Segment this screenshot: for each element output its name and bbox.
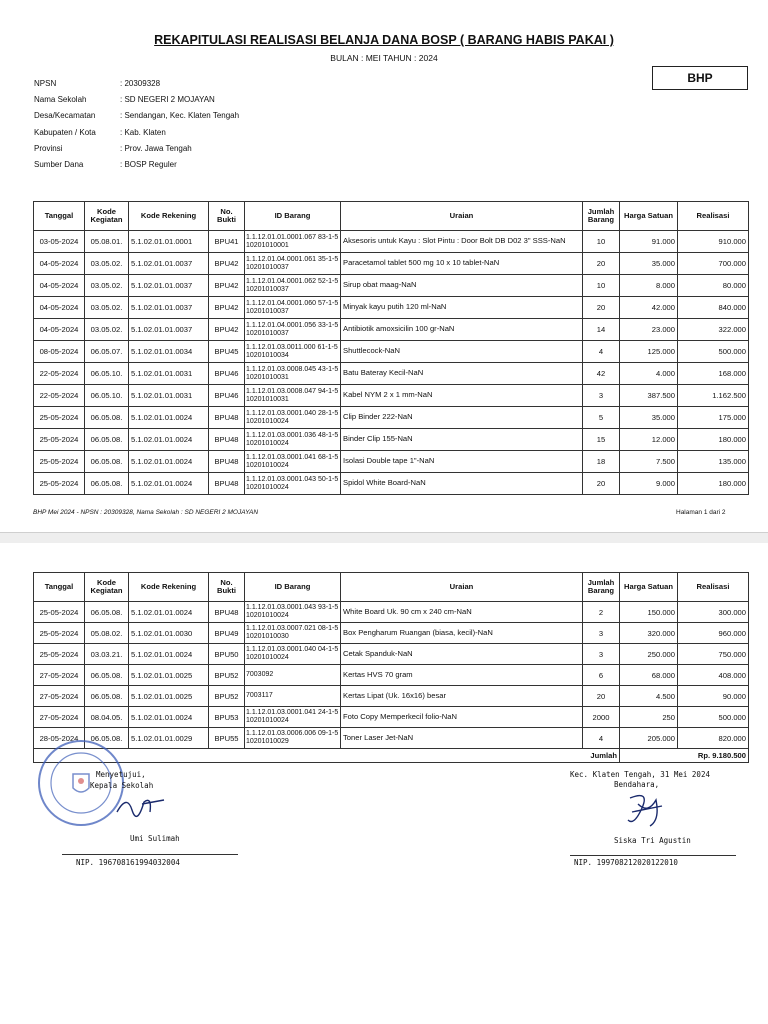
cell-date: 03-05-2024	[34, 231, 85, 253]
cell-unit-price: 7.500	[620, 451, 678, 473]
cell-item-id: 1.1.12.01.03.0007.021 08-1-510201010030	[245, 623, 341, 644]
table-row	[34, 429, 749, 451]
cell-item-id: 1.1.12.01.03.0001.043 93-1-510201010024	[245, 602, 341, 623]
col-header-activity-code: Kode Kegiatan	[85, 202, 129, 231]
col-header-account-code: Kode Rekening	[129, 202, 209, 231]
col-header-description: Uraian	[341, 573, 583, 602]
cell-item-id: 1.1.12.01.04.0001.056 33-1-510201010037	[245, 319, 341, 341]
col-header-date: Tanggal	[34, 202, 85, 231]
table-row	[34, 602, 749, 623]
cell-unit-price: 125.000	[620, 341, 678, 363]
cell-receipt-no: BPU50	[209, 644, 245, 665]
cell-activity-code: 05.08.02.	[85, 623, 129, 644]
cell-description: Kabel NYM 2 x 1 mm-NaN	[341, 385, 583, 407]
cell-receipt-no: BPU42	[209, 253, 245, 275]
col-header-account-code: Kode Rekening	[129, 573, 209, 602]
cell-account-code: 5.1.02.01.01.0024	[129, 707, 209, 728]
info-value: : 20309328	[120, 78, 161, 88]
cell-item-id: 1.1.12.01.03.0008.045 43-1-510201010031	[245, 363, 341, 385]
cell-description: Minyak kayu putih 120 ml-NaN	[341, 297, 583, 319]
cell-description: Cetak Spanduk-NaN	[341, 644, 583, 665]
cell-item-id: 1.1.12.01.04.0001.062 52-1-510201010037	[245, 275, 341, 297]
cell-receipt-no: BPU52	[209, 686, 245, 707]
cell-quantity: 20	[583, 473, 620, 495]
cell-receipt-no: BPU42	[209, 319, 245, 341]
col-header-item-id: ID Barang	[245, 202, 341, 231]
cell-item-id: 1.1.12.01.01.0001.067 83-1-510201010001	[245, 231, 341, 253]
col-header-unit-price: Harga Satuan	[620, 202, 678, 231]
col-header-unit-price: Harga Satuan	[620, 573, 678, 602]
table-row	[34, 665, 749, 686]
cell-date: 25-05-2024	[34, 451, 85, 473]
cell-description: Kertas HVS 70 gram	[341, 665, 583, 686]
headmaster-title: Kepala Sekolah	[90, 781, 154, 790]
cell-realization: 750.000	[678, 644, 749, 665]
cell-account-code: 5.1.02.01.01.0024	[129, 429, 209, 451]
info-value: : SD NEGERI 2 MOJAYAN	[120, 94, 215, 104]
page-number: Halaman 1 dari 2	[676, 509, 726, 516]
cell-unit-price: 387.500	[620, 385, 678, 407]
table-row	[34, 385, 749, 407]
cell-activity-code: 06.05.08.	[85, 602, 129, 623]
cell-activity-code: 06.05.10.	[85, 363, 129, 385]
cell-quantity: 2000	[583, 707, 620, 728]
cell-account-code: 5.1.02.01.01.0024	[129, 473, 209, 495]
cell-account-code: 5.1.02.01.01.0025	[129, 686, 209, 707]
cell-description: Toner Laser Jet-NaN	[341, 728, 583, 749]
col-header-date: Tanggal	[34, 573, 85, 602]
cell-realization: 840.000	[678, 297, 749, 319]
total-value: Rp. 9.180.500	[620, 749, 749, 763]
cell-realization: 135.000	[678, 451, 749, 473]
cell-date: 08-05-2024	[34, 341, 85, 363]
cell-realization: 700.000	[678, 253, 749, 275]
cell-activity-code: 06.05.08.	[85, 451, 129, 473]
cell-item-id: 1.1.12.01.04.0001.061 35-1-510201010037	[245, 253, 341, 275]
cell-quantity: 14	[583, 319, 620, 341]
cell-activity-code: 06.05.08.	[85, 728, 129, 749]
cell-activity-code: 06.05.07.	[85, 341, 129, 363]
cell-unit-price: 68.000	[620, 665, 678, 686]
cell-unit-price: 205.000	[620, 728, 678, 749]
table-row	[34, 451, 749, 473]
cell-date: 25-05-2024	[34, 407, 85, 429]
cell-date: 22-05-2024	[34, 385, 85, 407]
cell-quantity: 42	[583, 363, 620, 385]
cell-item-id: 1.1.12.01.03.0001.041 24-1-510201010024	[245, 707, 341, 728]
cell-receipt-no: BPU46	[209, 385, 245, 407]
table-row	[34, 707, 749, 728]
table-row	[34, 231, 749, 253]
info-label: Sumber Dana	[34, 160, 84, 170]
cell-receipt-no: BPU48	[209, 407, 245, 429]
expense-table-page1	[33, 201, 749, 495]
cell-description: Isolasi Double tape 1"-NaN	[341, 451, 583, 473]
treasurer-nip: NIP. 199708212020122010	[574, 858, 678, 867]
document-subtitle: BULAN : MEI TAHUN : 2024	[330, 53, 438, 63]
cell-quantity: 4	[583, 728, 620, 749]
cell-activity-code: 06.05.08.	[85, 429, 129, 451]
cell-realization: 820.000	[678, 728, 749, 749]
cell-account-code: 5.1.02.01.01.0031	[129, 385, 209, 407]
table-row	[34, 341, 749, 363]
treasurer-name: Siska Tri Agustin	[614, 836, 691, 845]
cell-date: 04-05-2024	[34, 319, 85, 341]
col-header-description: Uraian	[341, 202, 583, 231]
cell-receipt-no: BPU46	[209, 363, 245, 385]
headmaster-signature	[112, 792, 167, 820]
cell-description: Clip Binder 222-NaN	[341, 407, 583, 429]
col-header-realization: Realisasi	[678, 202, 749, 231]
cell-realization: 500.000	[678, 707, 749, 728]
cell-unit-price: 35.000	[620, 407, 678, 429]
col-header-quantity: Jumlah Barang	[583, 202, 620, 231]
cell-receipt-no: BPU49	[209, 623, 245, 644]
cell-activity-code: 06.05.08.	[85, 473, 129, 495]
cell-activity-code: 03.05.02.	[85, 253, 129, 275]
col-header-quantity: Jumlah Barang	[583, 573, 620, 602]
cell-quantity: 10	[583, 275, 620, 297]
headmaster-nip: NIP. 196708161994032004	[76, 858, 180, 867]
cell-quantity: 2	[583, 602, 620, 623]
table-row	[34, 275, 749, 297]
cell-description: Kertas Lipat (Uk. 16x16) besar	[341, 686, 583, 707]
cell-quantity: 6	[583, 665, 620, 686]
cell-account-code: 5.1.02.01.01.0037	[129, 275, 209, 297]
headmaster-name: Umi Sulimah	[130, 834, 180, 843]
col-header-item-id: ID Barang	[245, 573, 341, 602]
cell-realization: 168.000	[678, 363, 749, 385]
cell-unit-price: 12.000	[620, 429, 678, 451]
table-row	[34, 473, 749, 495]
cell-realization: 180.000	[678, 429, 749, 451]
cell-unit-price: 91.000	[620, 231, 678, 253]
cell-item-id: 7003117	[245, 686, 341, 707]
cell-account-code: 5.1.02.01.01.0024	[129, 451, 209, 473]
cell-description: Box Pengharum Ruangan (biasa, kecil)-NaN	[341, 623, 583, 644]
cell-account-code: 5.1.02.01.01.0037	[129, 253, 209, 275]
cell-realization: 175.000	[678, 407, 749, 429]
info-label: NPSN	[34, 78, 57, 88]
col-header-receipt-no: No. Bukti	[209, 573, 245, 602]
cell-description: Aksesoris untuk Kayu : Slot Pintu : Door Bolt DB D02 3" SSS-NaN	[341, 231, 583, 253]
col-header-receipt-no: No. Bukti	[209, 202, 245, 231]
footer-note: BHP Mei 2024 - NPSN : 20309328, Nama Sekolah : SD NEGERI 2 MOJAYAN	[33, 509, 259, 516]
cell-account-code: 5.1.02.01.01.0031	[129, 363, 209, 385]
cell-quantity: 15	[583, 429, 620, 451]
cell-unit-price: 35.000	[620, 253, 678, 275]
table-row	[34, 319, 749, 341]
cell-realization: 90.000	[678, 686, 749, 707]
cell-activity-code: 03.03.21.	[85, 644, 129, 665]
cell-activity-code: 06.05.08.	[85, 686, 129, 707]
headmaster-sign-line	[62, 854, 238, 855]
cell-quantity: 3	[583, 385, 620, 407]
treasurer-title: Bendahara,	[614, 780, 660, 789]
cell-date: 25-05-2024	[34, 429, 85, 451]
cell-activity-code: 03.05.02.	[85, 275, 129, 297]
cell-item-id: 1.1.12.01.03.0001.036 48-1-510201010024	[245, 429, 341, 451]
cell-date: 27-05-2024	[34, 707, 85, 728]
info-label: Nama Sekolah	[34, 94, 87, 104]
cell-item-id: 1.1.12.01.03.0008.047 94-1-510201010031	[245, 385, 341, 407]
cell-unit-price: 320.000	[620, 623, 678, 644]
cell-unit-price: 42.000	[620, 297, 678, 319]
info-label: Desa/Kecamatan	[34, 111, 96, 121]
bhp-badge: BHP	[652, 66, 748, 90]
info-label: Kabupaten / Kota	[34, 127, 96, 137]
cell-unit-price: 8.000	[620, 275, 678, 297]
table-row	[34, 686, 749, 707]
cell-quantity: 10	[583, 231, 620, 253]
table-row	[34, 297, 749, 319]
cell-realization: 500.000	[678, 341, 749, 363]
cell-date: 27-05-2024	[34, 686, 85, 707]
cell-quantity: 20	[583, 686, 620, 707]
cell-description: White Board Uk. 90 cm x 240 cm-NaN	[341, 602, 583, 623]
cell-description: Sirup obat maag-NaN	[341, 275, 583, 297]
cell-realization: 80.000	[678, 275, 749, 297]
cell-item-id: 1.1.12.01.03.0001.040 28-1-510201010024	[245, 407, 341, 429]
cell-realization: 910.000	[678, 231, 749, 253]
cell-quantity: 5	[583, 407, 620, 429]
cell-receipt-no: BPU48	[209, 473, 245, 495]
cell-quantity: 3	[583, 644, 620, 665]
table-row	[34, 644, 749, 665]
cell-receipt-no: BPU48	[209, 451, 245, 473]
cell-description: Shuttlecock-NaN	[341, 341, 583, 363]
document-title: REKAPITULASI REALISASI BELANJA DANA BOSP ( BARANG HABIS PAKAI )	[154, 33, 614, 47]
cell-activity-code: 08.04.05.	[85, 707, 129, 728]
cell-date: 04-05-2024	[34, 297, 85, 319]
cell-account-code: 5.1.02.01.01.0030	[129, 623, 209, 644]
cell-date: 25-05-2024	[34, 644, 85, 665]
cell-description: Binder Clip 155-NaN	[341, 429, 583, 451]
cell-date: 22-05-2024	[34, 363, 85, 385]
table-row	[34, 623, 749, 644]
cell-receipt-no: BPU48	[209, 602, 245, 623]
info-value: : BOSP Reguler	[120, 160, 177, 170]
cell-account-code: 5.1.02.01.01.0037	[129, 319, 209, 341]
cell-account-code: 5.1.02.01.01.0024	[129, 602, 209, 623]
cell-receipt-no: BPU48	[209, 429, 245, 451]
cell-item-id: 1.1.12.01.03.0001.041 68-1-510201010024	[245, 451, 341, 473]
cell-description: Foto Copy Memperkecil folio-NaN	[341, 707, 583, 728]
cell-receipt-no: BPU53	[209, 707, 245, 728]
cell-account-code: 5.1.02.01.01.0029	[129, 728, 209, 749]
table-row	[34, 728, 749, 749]
table-row	[34, 363, 749, 385]
cell-account-code: 5.1.02.01.01.0024	[129, 407, 209, 429]
cell-unit-price: 250	[620, 707, 678, 728]
cell-realization: 1.162.500	[678, 385, 749, 407]
approval-label: Menyetujui,	[96, 770, 146, 779]
cell-unit-price: 150.000	[620, 602, 678, 623]
cell-date: 27-05-2024	[34, 665, 85, 686]
cell-account-code: 5.1.02.01.01.0025	[129, 665, 209, 686]
cell-date: 25-05-2024	[34, 473, 85, 495]
cell-date: 25-05-2024	[34, 602, 85, 623]
cell-date: 04-05-2024	[34, 253, 85, 275]
info-value: : Sendangan, Kec. Klaten Tengah	[120, 111, 240, 121]
treasurer-signature	[620, 790, 670, 830]
cell-description: Batu Bateray Kecil-NaN	[341, 363, 583, 385]
cell-date: 28-05-2024	[34, 728, 85, 749]
cell-unit-price: 4.500	[620, 686, 678, 707]
table-row	[34, 407, 749, 429]
info-value: : Kab. Klaten	[120, 127, 166, 137]
cell-quantity: 20	[583, 297, 620, 319]
cell-date: 04-05-2024	[34, 275, 85, 297]
cell-quantity: 4	[583, 341, 620, 363]
col-header-realization: Realisasi	[678, 573, 749, 602]
cell-quantity: 18	[583, 451, 620, 473]
cell-activity-code: 06.05.08.	[85, 665, 129, 686]
cell-description: Spidol White Board-NaN	[341, 473, 583, 495]
cell-account-code: 5.1.02.01.01.0024	[129, 644, 209, 665]
cell-realization: 180.000	[678, 473, 749, 495]
cell-quantity: 20	[583, 253, 620, 275]
cell-date: 25-05-2024	[34, 623, 85, 644]
cell-receipt-no: BPU42	[209, 275, 245, 297]
cell-item-id: 1.1.12.01.03.0006.006 09-1-510201010029	[245, 728, 341, 749]
cell-item-id: 1.1.12.01.03.0001.043 50-1-510201010024	[245, 473, 341, 495]
cell-receipt-no: BPU52	[209, 665, 245, 686]
cell-item-id: 1.1.12.01.04.0001.060 57-1-510201010037	[245, 297, 341, 319]
cell-item-id: 1.1.12.01.03.0001.040 04-1-510201010024	[245, 644, 341, 665]
cell-realization: 322.000	[678, 319, 749, 341]
cell-realization: 960.000	[678, 623, 749, 644]
cell-realization: 408.000	[678, 665, 749, 686]
expense-table-page2	[33, 572, 749, 763]
cell-description: Antibiotik amoxsicilin 100 gr-NaN	[341, 319, 583, 341]
cell-activity-code: 05.08.01.	[85, 231, 129, 253]
cell-activity-code: 06.05.10.	[85, 385, 129, 407]
cell-activity-code: 06.05.08.	[85, 407, 129, 429]
total-label: Jumlah	[34, 749, 620, 763]
info-label: Provinsi	[34, 143, 63, 153]
col-header-activity-code: Kode Kegiatan	[85, 573, 129, 602]
cell-activity-code: 03.05.02.	[85, 297, 129, 319]
cell-receipt-no: BPU41	[209, 231, 245, 253]
cell-unit-price: 23.000	[620, 319, 678, 341]
cell-receipt-no: BPU42	[209, 297, 245, 319]
treasurer-sign-line	[570, 855, 736, 856]
info-value: : Prov. Jawa Tengah	[120, 143, 192, 153]
cell-description: Paracetamol tablet 500 mg 10 x 10 tablet-NaN	[341, 253, 583, 275]
cell-realization: 300.000	[678, 602, 749, 623]
cell-quantity: 3	[583, 623, 620, 644]
cell-unit-price: 4.000	[620, 363, 678, 385]
cell-account-code: 5.1.02.01.01.0001	[129, 231, 209, 253]
cell-account-code: 5.1.02.01.01.0034	[129, 341, 209, 363]
cell-unit-price: 9.000	[620, 473, 678, 495]
table-row	[34, 253, 749, 275]
cell-receipt-no: BPU55	[209, 728, 245, 749]
cell-account-code: 5.1.02.01.01.0037	[129, 297, 209, 319]
cell-unit-price: 250.000	[620, 644, 678, 665]
cell-activity-code: 03.05.02.	[85, 319, 129, 341]
school-info	[34, 75, 239, 173]
place-date: Kec. Klaten Tengah, 31 Mei 2024	[570, 770, 710, 779]
cell-item-id: 1.1.12.01.03.0011.000 61-1-510201010034	[245, 341, 341, 363]
cell-item-id: 7003092	[245, 665, 341, 686]
cell-receipt-no: BPU45	[209, 341, 245, 363]
